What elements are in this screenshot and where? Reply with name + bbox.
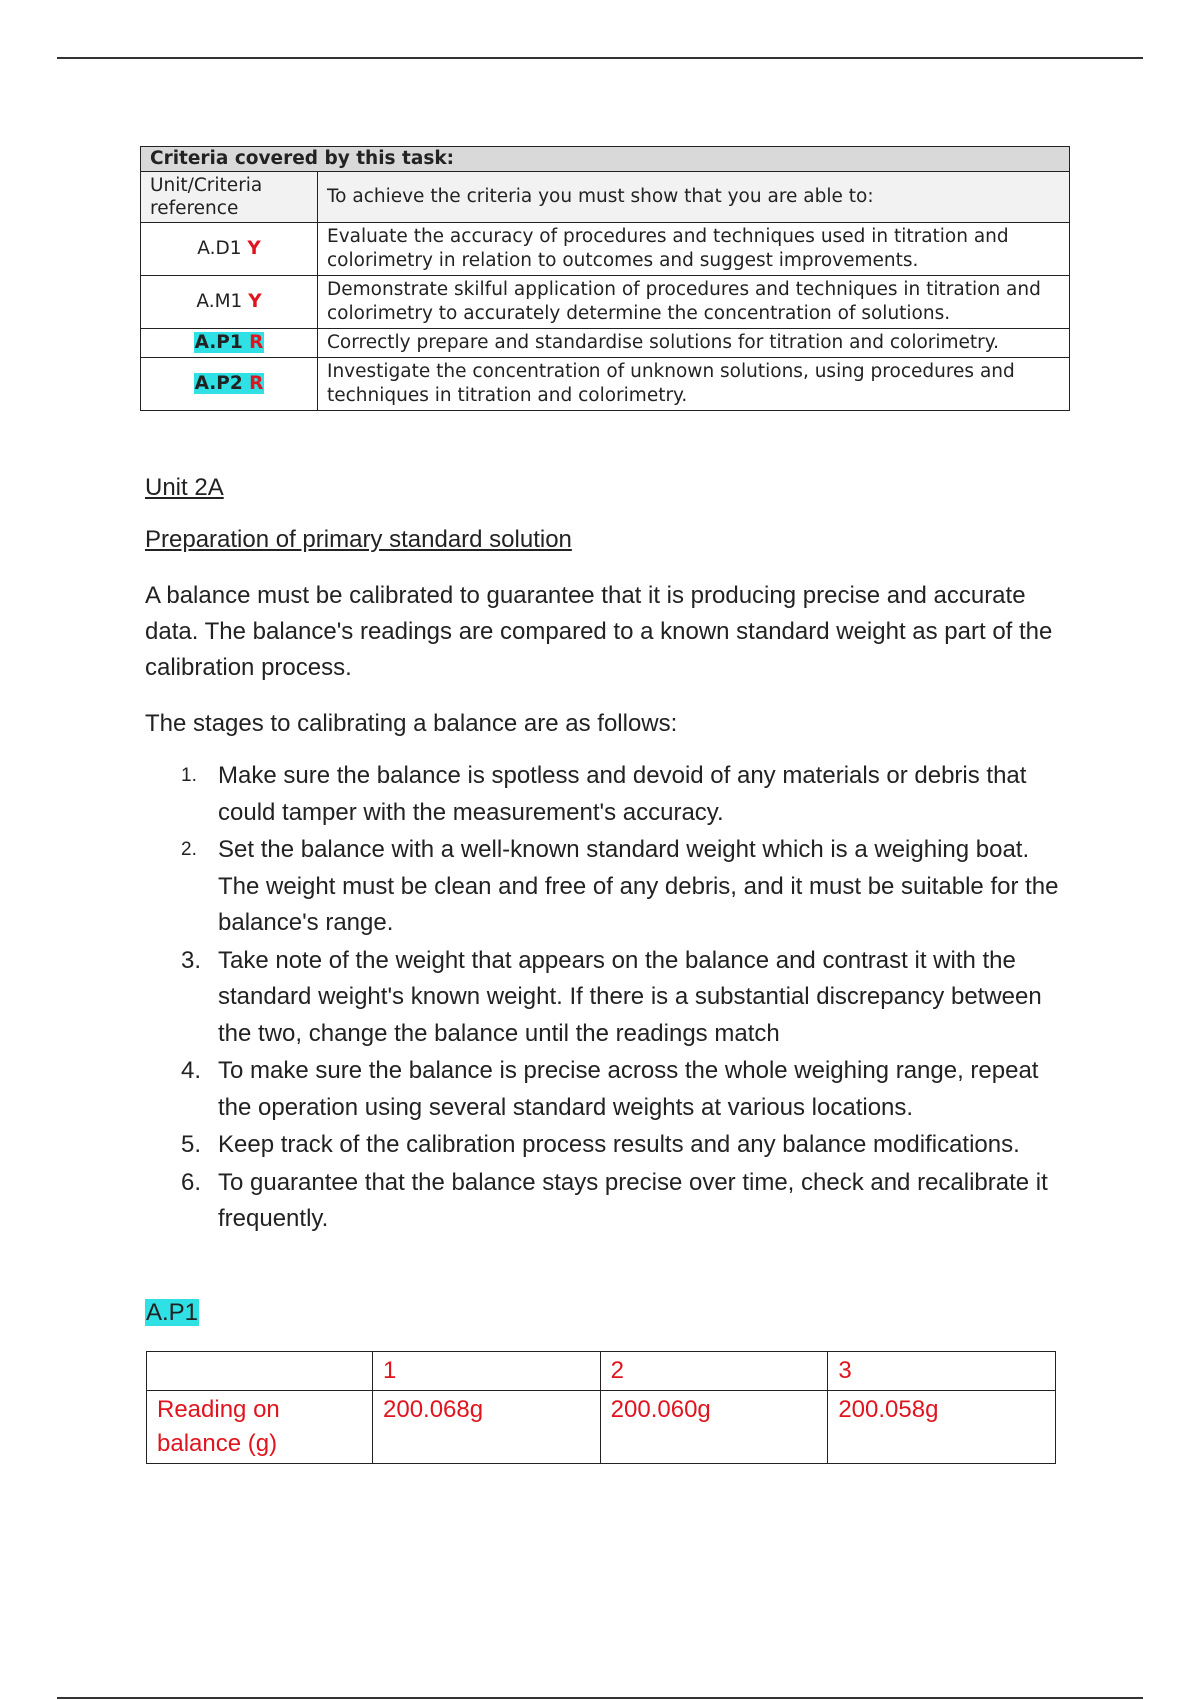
list-item-number: 6. — [181, 1168, 202, 1196]
list-item — [145, 758, 1065, 831]
steps-list — [145, 758, 1065, 1238]
criteria-table — [140, 146, 1070, 411]
header-rule — [57, 57, 1143, 59]
steps-block — [145, 758, 1065, 1239]
readings-header-cell: 2 — [600, 1352, 828, 1391]
unit-heading-block — [145, 474, 1065, 502]
section-heading: Preparation of primary standard solution — [145, 526, 572, 553]
criteria-ref-cell — [141, 329, 318, 358]
criteria-ref: A.P1 — [194, 332, 243, 353]
list-item — [145, 943, 1065, 1053]
readings-value: 200.058g — [828, 1391, 1056, 1464]
list-item — [145, 1053, 1065, 1126]
list-item-text: To make sure the balance is precise across the whole weighing range, repeat the operation using several standard weights at various locations. — [218, 1057, 1039, 1121]
criteria-header-ref: Unit/Criteria reference — [141, 172, 318, 223]
criteria-row — [141, 358, 1070, 411]
criteria-row — [141, 276, 1070, 329]
criteria-ref-cell — [141, 358, 318, 411]
readings-value: 200.068g — [373, 1391, 601, 1464]
stages-intro-block — [145, 706, 1065, 742]
criteria-grade: R — [249, 332, 264, 353]
criteria-desc: Investigate the concentration of unknown solutions, using procedures and techniques in titration and colorimetry. — [318, 358, 1070, 411]
criteria-row — [141, 223, 1070, 276]
criteria-desc: Demonstrate skilful application of procedures and techniques in titration and colorimetry to accurately determine the concentration of solutions. — [318, 276, 1070, 329]
list-item-text: Set the balance with a well-known standard weight which is a weighing boat. The weight must be clean and free of any debris, and it must be suitable for the balance's range. — [218, 836, 1059, 936]
list-item-number: 1. — [181, 765, 197, 786]
readings-header-cell: 1 — [373, 1352, 601, 1391]
criteria-header-desc: To achieve the criteria you must show that you are able to: — [318, 172, 1070, 223]
list-item-text: Keep track of the calibration process results and any balance modifications. — [218, 1131, 1020, 1158]
readings-value: 200.060g — [600, 1391, 828, 1464]
list-item-number: 3. — [181, 946, 202, 974]
footer-rule — [57, 1697, 1143, 1699]
readings-row-label: Reading on balance (g) — [147, 1391, 373, 1464]
criteria-ref-highlighted — [194, 373, 265, 394]
readings-header-cell — [147, 1352, 373, 1391]
criteria-ref-cell — [141, 223, 318, 276]
list-item-number: 4. — [181, 1057, 202, 1084]
table-row — [147, 1352, 1056, 1391]
stages-intro: The stages to calibrating a balance are as follows: — [145, 710, 678, 737]
criteria-grade: Y — [247, 238, 261, 259]
criteria-ref: A.M1 — [196, 291, 243, 312]
table-row — [147, 1391, 1056, 1464]
intro-paragraph: A balance must be calibrated to guarantee that it is producing precise and accurate data. The balance's readings are compared to a known standard weight as part of the calibration process. — [145, 582, 1053, 681]
ap1-label: A.P1 — [146, 1299, 199, 1326]
list-item-number: 2. — [181, 839, 197, 860]
list-item — [145, 1165, 1065, 1238]
section-heading-block — [145, 526, 1065, 554]
criteria-row — [141, 329, 1070, 358]
criteria-ref-cell — [141, 276, 318, 329]
readings-table — [146, 1351, 1056, 1464]
list-item-text: Make sure the balance is spotless and devoid of any materials or debris that could tamper with the measurement's accuracy. — [218, 762, 1027, 826]
criteria-desc: Evaluate the accuracy of procedures and techniques used in titration and colorimetry in relation to outcomes and suggest improvements. — [318, 223, 1070, 276]
list-item-text: To guarantee that the balance stays precise over time, check and recalibrate it frequently. — [218, 1168, 1048, 1232]
criteria-ref: A.P2 — [194, 373, 243, 394]
readings-header-cell: 3 — [828, 1352, 1056, 1391]
list-item-text: Take note of the weight that appears on the balance and contrast it with the standard weight's known weight. If there is a substantial discrepancy between the two, change the balance until the readings match — [218, 946, 1042, 1047]
list-item — [145, 832, 1065, 942]
criteria-caption: Criteria covered by this task: — [141, 147, 1070, 172]
criteria-grade: R — [249, 373, 264, 394]
unit-heading: Unit 2A — [145, 474, 224, 501]
criteria-ref: A.D1 — [197, 238, 242, 259]
list-item-number: 5. — [181, 1131, 202, 1158]
list-item — [145, 1127, 1065, 1164]
ap1-label-block — [145, 1299, 1065, 1327]
criteria-ref-highlighted — [194, 332, 265, 353]
criteria-grade: Y — [248, 291, 262, 312]
intro-block — [145, 578, 1065, 686]
criteria-desc: Correctly prepare and standardise solutions for titration and colorimetry. — [318, 329, 1070, 358]
